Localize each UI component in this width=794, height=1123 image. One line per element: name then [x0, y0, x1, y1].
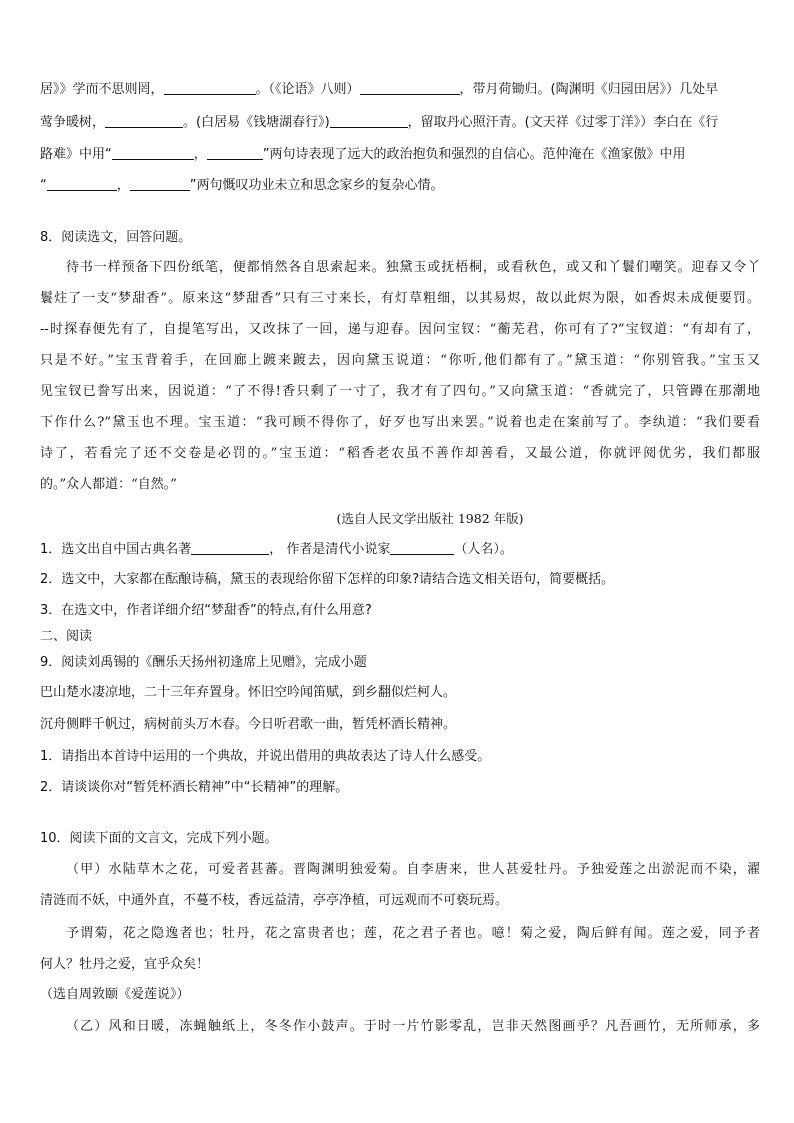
question-8-sub-1	[40, 540, 760, 560]
question-8-sub-3: 3．在选文中，作者详细介绍“梦甜香”的特点,有什么用意?	[40, 603, 372, 618]
answer-blank[interactable]	[360, 80, 460, 95]
passage-source: (选自人民文学出版社 1982 年版)	[336, 511, 524, 526]
answer-blank[interactable]	[112, 145, 194, 160]
answer-blank[interactable]	[207, 145, 263, 160]
passage-line: 只是不好。”宝玉背着手，在回廊上踱来踱去，因向黛玉说道：“你听,他们都有了。”黛玉道：“你别管我。”宝玉又	[40, 353, 760, 368]
answer-blank[interactable]	[105, 113, 183, 128]
passage-line: --时探春便先有了，自提笔写出，又改抹了一回，递与迎春。因问宝钗：“蘅芜君，你可有了?”宝钗道：“有却有了，	[40, 322, 760, 337]
recitation-text: 。(白居易《钱塘湖春行》)	[183, 115, 330, 130]
recitation-line-4	[40, 176, 760, 196]
poem-line: 沉舟侧畔千帆过，病树前头万木春。今日听君歌一曲，暂凭杯酒长精神。	[40, 717, 457, 732]
recitation-line-1	[40, 80, 760, 100]
recitation-text: ，	[193, 147, 207, 162]
classical-text-line: 予谓菊，花之隐逸者也；牡丹，花之富贵者也；莲，花之君子者也。噫！菊之爱，陶后鲜有闻。莲之爱，同予者	[66, 926, 760, 941]
recitation-text: “	[40, 178, 47, 193]
question-text: （人名）。	[454, 542, 513, 557]
question-9-sub-1: 1．请指出本首诗中运用的一个典故，并说出借用的典故表达了诗人什么感受。	[40, 749, 491, 764]
question-9-heading: 9．阅读刘禹锡的《酬乐天扬州初逢席上见赠》，完成小题	[40, 655, 367, 670]
answer-blank[interactable]	[47, 176, 117, 191]
passage-line: 待书一样预备下四份纸笔，便都悄然各自思索起来。独黛玉或抚梧桐，或看秋色，或又和丫鬟们嘲笑。迎春又令丫	[66, 260, 760, 275]
section-heading-reading: 二、阅读	[40, 629, 93, 644]
recitation-text: ”两句诗表现了远大的政治抱负和强烈的自信心。范仲淹在《渔家傲》中用	[262, 147, 686, 162]
question-text: ， 作者是清代小说家	[269, 542, 391, 557]
passage-line: 鬟炷了一支“梦甜香”。原来这“梦甜香”只有三寸来长，有灯草粗细，以其易烬，故以此烬为限，如香烬未成便要罚。	[40, 291, 760, 306]
recitation-text: 路难》中用“	[40, 147, 112, 162]
passage-line: 诗了，若看完了还不交卷是必罚的。”宝玉道：“稻香老农虽不善作却善看，又最公道，你就评阅优劣，我们都服	[40, 446, 760, 461]
recitation-line-2	[40, 113, 760, 133]
recitation-text: ，带月荷锄归。(陶渊明《归园田居》）几处早	[459, 82, 719, 97]
classical-text-line: （甲）水陆草木之花，可爱者甚蕃。晋陶渊明独爱菊。自李唐来，世人甚爱牡丹。予独爱莲之出淤泥而不染，濯	[66, 862, 760, 877]
answer-blank[interactable]	[130, 176, 190, 191]
question-8-heading: 8．阅读选文，回答问题。	[40, 230, 192, 245]
recitation-text: ”两句慨叹功业未立和思念家乡的复杂心情。	[189, 178, 444, 193]
answer-blank[interactable]	[330, 113, 408, 128]
poem-line: 巴山楚水凄凉地，二十三年弃置身。怀旧空吟闻笛赋，到乡翻似烂柯人。	[40, 685, 457, 700]
passage-line: 的。”众人都道：“自然。”	[40, 477, 177, 492]
question-9-sub-2: 2．请谈谈你对“暂凭杯酒长精神”中“长精神”的理解。	[40, 780, 349, 795]
classical-text-line: 何人？牡丹之爱，宜乎众矣！	[40, 957, 210, 972]
recitation-text: ，留取丹心照汗青。(文天祥《过零丁洋》）李白在《行	[407, 115, 719, 130]
recitation-text: ，	[116, 178, 130, 193]
question-10-heading: 10．阅读下面的文言文，完成下列小题。	[40, 831, 278, 846]
recitation-text: 。（《论语》八则）	[255, 82, 360, 97]
question-8-sub-2: 2．选文中，大家都在酝酿诗稿，黛玉的表现给你留下怎样的印象?请结合选文相关语句，简要概括。	[40, 572, 615, 587]
answer-blank[interactable]	[390, 540, 454, 555]
recitation-line-3	[40, 145, 760, 165]
recitation-text: 莺争暖树，	[40, 115, 106, 130]
answer-blank[interactable]	[191, 540, 269, 555]
classical-text-source: （选自周敦颐《爱莲说》）	[40, 987, 190, 1002]
classical-text-line: （乙）风和日暖，冻蝇触纸上，冬冬作小鼓声。于时一片竹影零乱，岂非天然图画乎？凡吾画竹，无所师承，多	[66, 1019, 760, 1034]
passage-line: 下作什么?”黛玉也不理。宝玉道：“我可顾不得你了，好歹也写出来罢。”说着也走在案前写了。李纨道：“我们要看	[40, 415, 760, 430]
question-text: 1．选文出自中国古典名著	[40, 542, 192, 557]
recitation-text: 居》》学而不思则罔，	[40, 82, 164, 97]
passage-line: 见宝钗已誊写出来，因说道：“了不得!香只剩了一寸了，我才有了四句。”又向黛玉道：“香就完了，只管蹲在那潮地	[40, 384, 760, 399]
answer-blank[interactable]	[164, 80, 256, 95]
classical-text-line: 清涟而不妖，中通外直，不蔓不枝，香远益清，亭亭净植，可远观而不可亵玩焉。	[40, 893, 509, 908]
